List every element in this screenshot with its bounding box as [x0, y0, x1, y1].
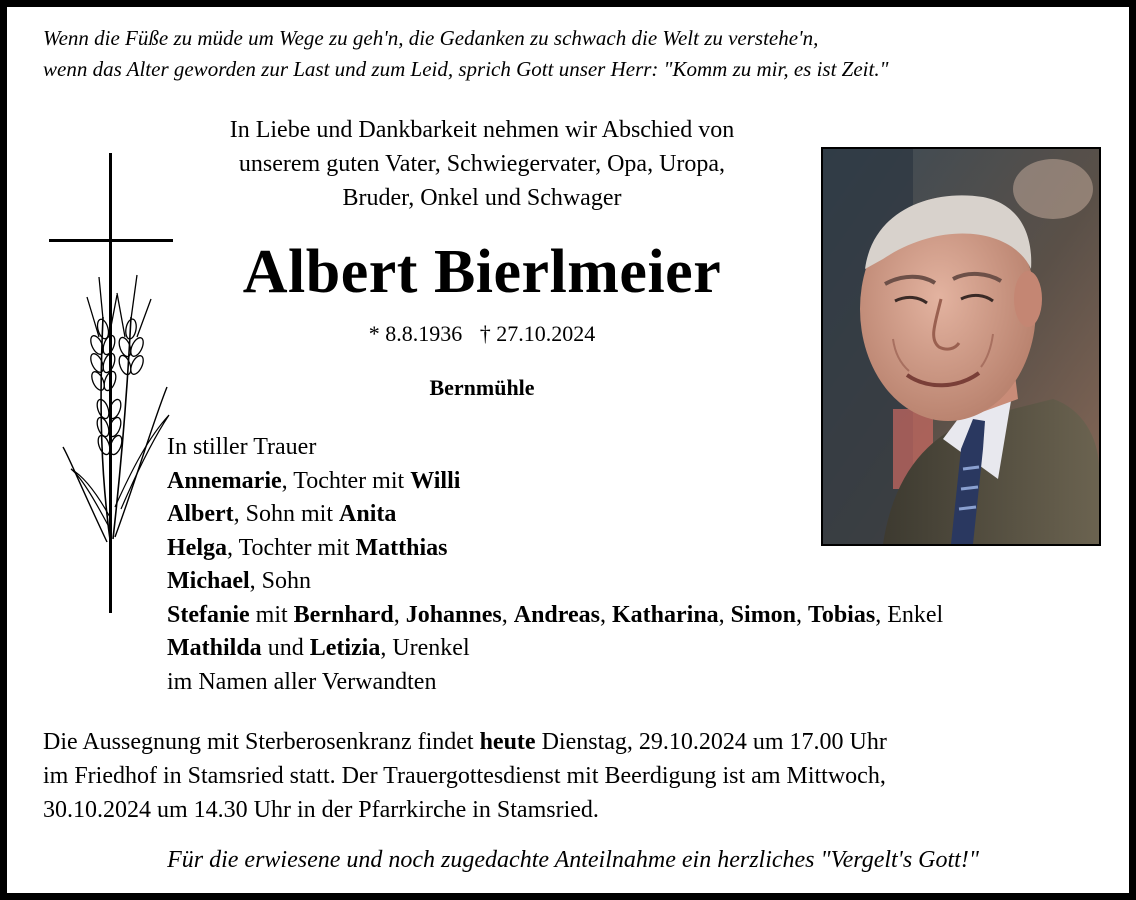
- place-of-residence: Bernmühle: [429, 375, 535, 400]
- intro-line-2: unserem guten Vater, Schwiegervater, Opa, Uropa,: [238, 151, 726, 177]
- relation-label: , Enkel: [875, 601, 944, 628]
- great-grandchild-name: Letizia: [309, 635, 381, 661]
- mourner-name: Michael: [167, 568, 250, 594]
- mourner-name: Annemarie: [167, 467, 282, 494]
- separator-text: ,: [599, 601, 612, 628]
- grandchild-name: Tobias: [808, 601, 876, 628]
- list-item: [167, 565, 1127, 599]
- grandchild-name: Stefanie: [167, 601, 250, 628]
- intro-text: [147, 113, 817, 215]
- notice-emphasis: heute: [479, 729, 536, 755]
- mourner-name: Albert: [167, 501, 234, 527]
- notice-line-1: [43, 725, 1103, 759]
- list-item: [167, 465, 1127, 499]
- list-item: [167, 498, 1127, 532]
- great-grandchild-name: Mathilda: [167, 635, 262, 661]
- mourner-relation: , Sohn: [249, 568, 311, 594]
- thanks-note: Für die erwiesene und noch zugedachte Anteilnahme ein herzliches "Vergelt's Gott!": [167, 847, 979, 873]
- mourners-heading: In stiller Trauer: [167, 434, 317, 460]
- mourner-partner: Willi: [410, 467, 461, 494]
- mourner-relation: , Sohn mit: [233, 501, 340, 527]
- birth-date: * 8.8.1936: [368, 321, 463, 346]
- separator-text: und: [261, 635, 310, 661]
- intro-line-1: In Liebe und Dankbarkeit nehmen wir Abschied von: [229, 117, 735, 143]
- life-dates: [147, 319, 817, 349]
- mourners-closing: im Namen aller Verwandten: [167, 668, 437, 695]
- relation-label: , Urenkel: [380, 635, 470, 661]
- intro-line-3: Bruder, Onkel und Schwager: [342, 185, 622, 211]
- mourner-relation: , Tochter mit: [227, 534, 356, 561]
- mourner-partner: Anita: [339, 501, 397, 527]
- grandchild-name: Simon: [730, 601, 797, 628]
- great-grandchildren-line: [167, 632, 1127, 666]
- separator-text: mit: [249, 601, 294, 628]
- motto-line-2: wenn das Alter geworden zur Last und zum Leid, sprich Gott unser Herr: "Komm zu mir, es ist Zeit.": [43, 57, 889, 81]
- mourner-partner: Matthias: [355, 534, 448, 561]
- motto-line-1: Wenn die Füße zu müde um Wege zu geh'n, die Gedanken zu schwach die Welt zu verstehe'n,: [43, 26, 819, 50]
- deceased-name: Albert Bierlmeier: [242, 238, 722, 306]
- separator-text: ,: [393, 601, 406, 628]
- grandchild-name: Katharina: [611, 601, 719, 628]
- grandchildren-line: [167, 599, 1127, 633]
- grandchild-name: Andreas: [513, 601, 600, 628]
- mourners-list: [167, 431, 1127, 699]
- death-date: † 27.10.2024: [479, 321, 596, 346]
- motto-verse: [43, 23, 1133, 85]
- notice-line-3: 30.10.2024 um 14.30 Uhr in der Pfarrkirche in Stamsried.: [43, 797, 599, 823]
- mourner-name: Helga: [167, 534, 227, 561]
- notice-text: Die Aussegnung mit Sterberosenkranz findet: [43, 729, 480, 755]
- separator-text: ,: [796, 601, 809, 628]
- list-item: [167, 532, 1127, 566]
- grandchild-name: Johannes: [405, 601, 502, 628]
- notice-text: Dienstag, 29.10.2024 um 17.00 Uhr: [535, 729, 887, 755]
- mourner-relation: , Tochter mit: [281, 467, 411, 494]
- separator-text: ,: [718, 601, 731, 628]
- funeral-notice: [43, 725, 1103, 827]
- separator-text: ,: [501, 601, 514, 628]
- notice-line-2: im Friedhof in Stamsried statt. Der Trauergottesdienst mit Beerdigung ist am Mittwoch,: [43, 763, 886, 789]
- grandchild-name: Bernhard: [293, 601, 394, 628]
